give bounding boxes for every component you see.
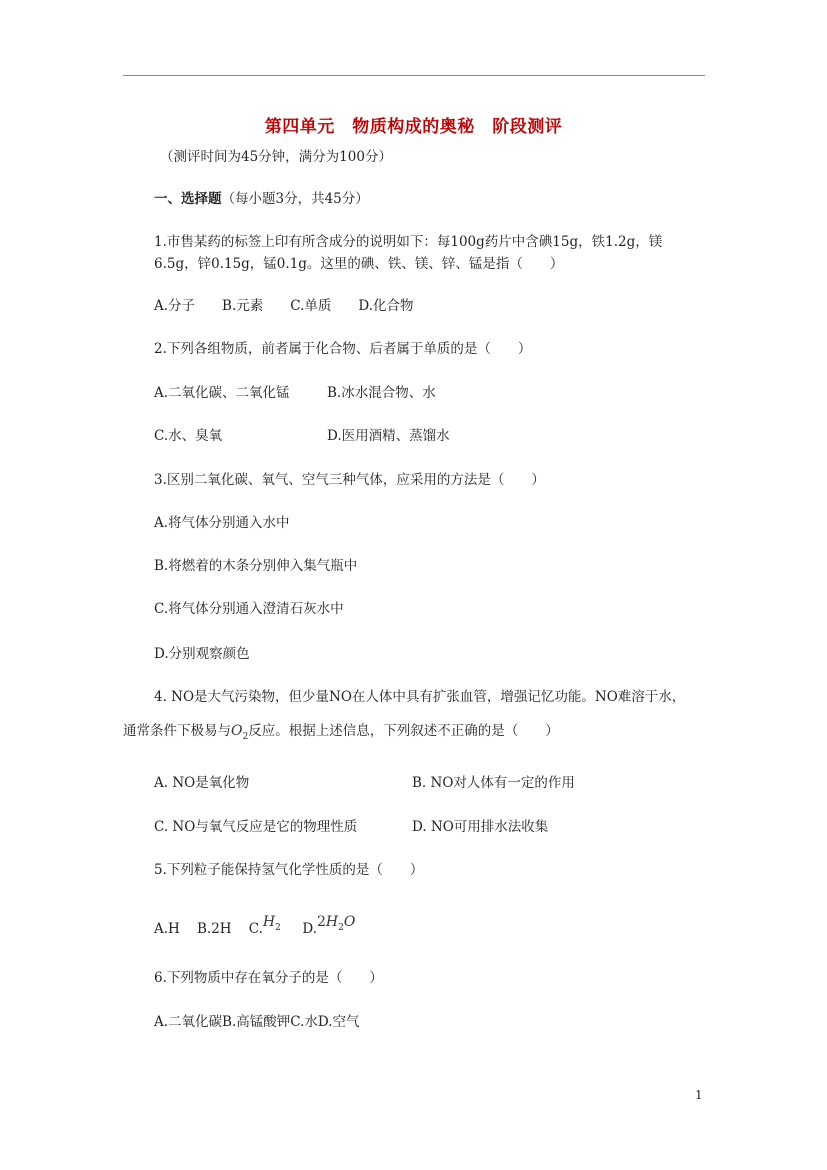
q3-stem: 3.区别二氧化碳、氧气、空气三种气体，应采用的方法是（ ） bbox=[154, 472, 545, 488]
section-heading bbox=[154, 190, 369, 208]
q4-option-d: D. NO可用排水法收集 bbox=[412, 819, 549, 835]
q4-option-c: C. NO与氧气反应是它的物理性质 bbox=[154, 819, 358, 835]
section-note: （每小题3分，共45分） bbox=[221, 191, 369, 207]
q3-option-c: C.将气体分别通入澄清石灰水中 bbox=[154, 601, 344, 617]
q4-option-a: A. NO是氧化物 bbox=[154, 775, 250, 791]
header-rule bbox=[123, 75, 705, 76]
test-info: （测评时间为45分钟，满分为100分） bbox=[160, 149, 392, 165]
q2-option-b: B.冰水混合物、水 bbox=[327, 385, 436, 401]
q3-option-b: B.将燃着的木条分别伸入集气瓶中 bbox=[154, 558, 358, 574]
q4-stem-post: 反应。根据上述信息，下列叙述不正确的是（ ） bbox=[248, 723, 559, 739]
formula-h2: $H_2$ bbox=[262, 914, 281, 933]
page-number: 1 bbox=[695, 1088, 703, 1102]
formula-2h2o: $2H_2O$ bbox=[316, 914, 356, 933]
page-title: 第四单元 物质构成的奥秘 阶段测评 bbox=[264, 117, 563, 137]
q4-stem-pre: 通常条件下极易与 bbox=[123, 723, 231, 739]
q1-stem-line2: 6.5g，锌0.15g，锰0.1g。这里的碘、铁、镁、锌、锰是指（ ） bbox=[154, 256, 564, 272]
q5-option-a: A.H bbox=[154, 921, 180, 937]
q1-options: A.分子 B.元素 C.单质 D.化合物 bbox=[154, 298, 414, 314]
q6-options: A.二氧化碳B.高锰酸钾C.水D.空气 bbox=[154, 1014, 360, 1030]
q1-stem-line1: 1.市售某药的标签上印有所含成分的说明如下：每100g药片中含碘15g，铁1.2g，镁 bbox=[154, 234, 663, 250]
q2-option-d: D.医用酒精、蒸馏水 bbox=[327, 428, 450, 444]
q4-option-b: B. NO对人体有一定的作用 bbox=[412, 775, 575, 791]
q6-stem: 6.下列物质中存在氧分子的是（ ） bbox=[154, 970, 383, 986]
q5-option-b: B.2H bbox=[197, 921, 232, 937]
q5-option-d-label: D. bbox=[302, 921, 317, 937]
q4-stem-line1: 4. NO是大气污染物，但少量NO在人体中具有扩张血管，增强记忆功能。NO难溶于水， bbox=[154, 689, 686, 705]
section-title: 一、选择题 bbox=[154, 191, 222, 207]
q3-option-d: D.分别观察颜色 bbox=[154, 646, 250, 662]
q3-option-a: A.将气体分别通入水中 bbox=[154, 515, 290, 531]
q5-options bbox=[154, 914, 356, 944]
q5-stem: 5.下列粒子能保持氢气化学性质的是（ ） bbox=[154, 862, 424, 878]
q5-option-c-label: C. bbox=[248, 921, 263, 937]
q2-option-a: A.二氧化碳、二氧化锰 bbox=[154, 385, 290, 401]
q2-stem: 2.下列各组物质，前者属于化合物、后者属于单质的是（ ） bbox=[154, 341, 532, 357]
q4-stem-line2 bbox=[123, 722, 559, 746]
q2-option-c: C.水、臭氧 bbox=[154, 428, 223, 444]
formula-o2: $O_2$ bbox=[231, 723, 249, 742]
